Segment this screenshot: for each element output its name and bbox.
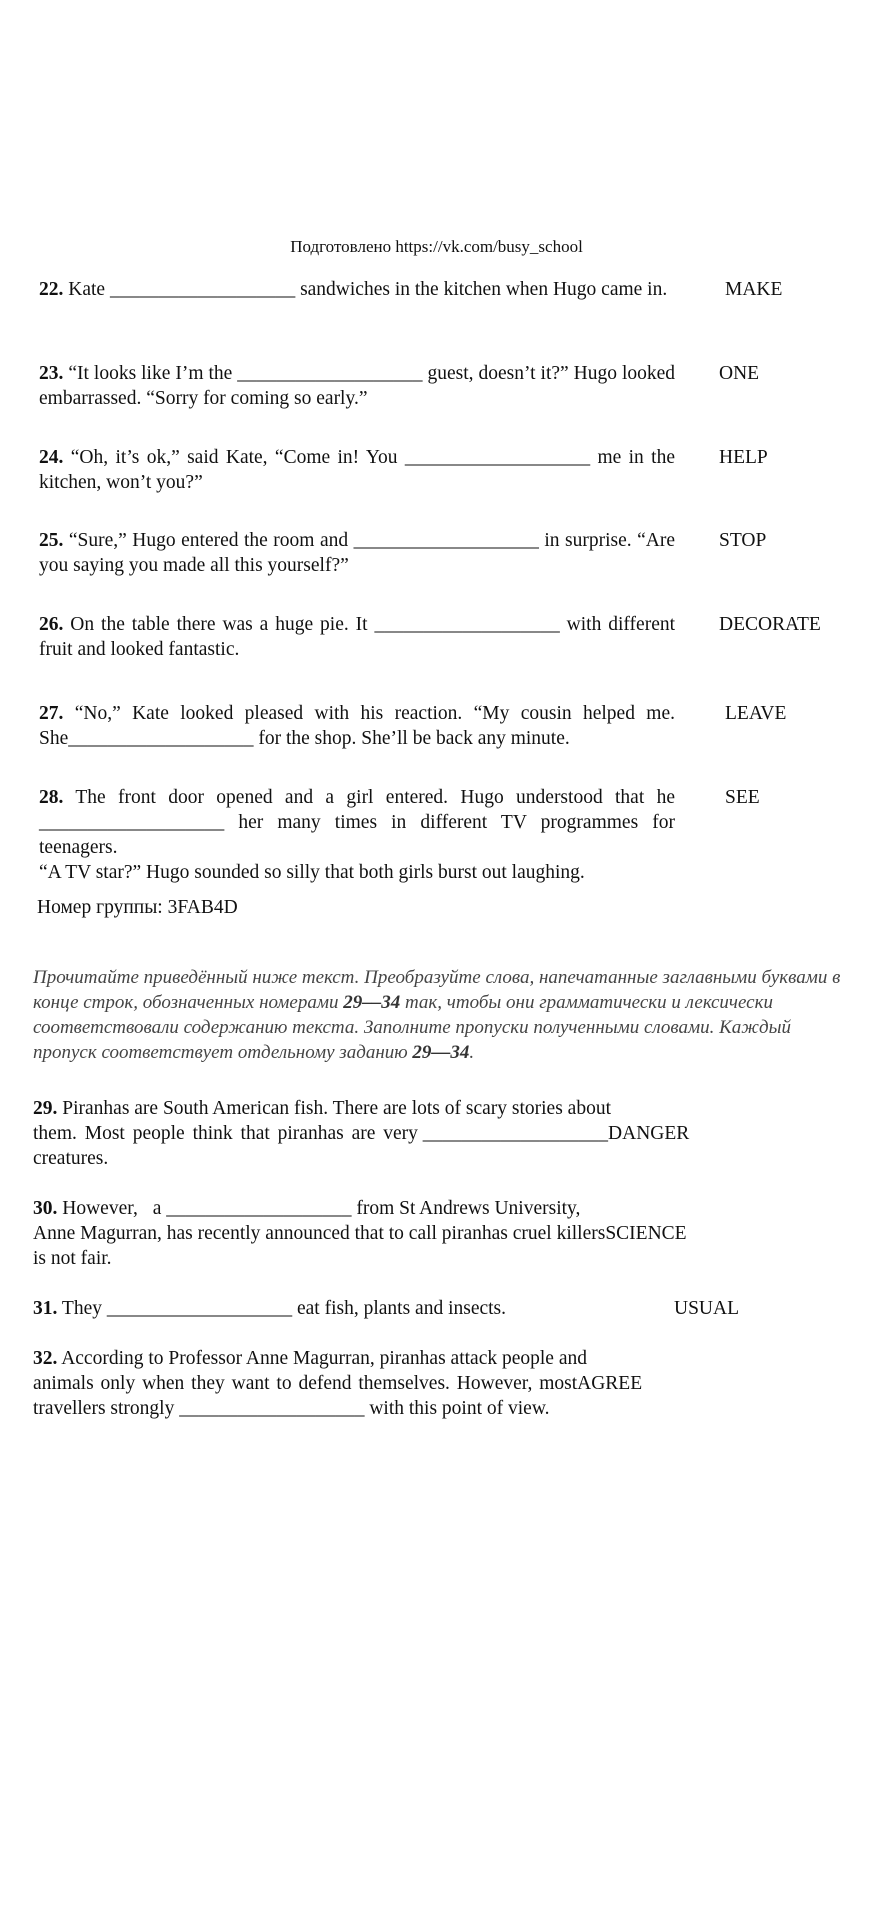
task-text: Piranhas are South American fish. There are lots of scary stories about: [62, 1098, 611, 1119]
task-text-before: “No,” Kate looked pleased with his reaction. “My cousin helped me. She: [39, 703, 676, 749]
task-text: However, a: [62, 1198, 162, 1219]
instructions-text: Прочитайте приведённый ниже текст. Преобразуйте слова, напечатанные заглавными буквами в конце строк, обозначенных номерами: [33, 967, 841, 1013]
task-text-after: sandwiches in the kitchen when Hugo came in.: [300, 279, 668, 300]
task-number: 30.: [33, 1198, 58, 1219]
answer-blank[interactable]: ___________________: [39, 812, 225, 833]
instructions-range: 29—34: [412, 1042, 470, 1063]
task-text-before: They: [61, 1298, 102, 1319]
answer-blank[interactable]: ___________________: [374, 614, 560, 635]
task-text-after: in surprise. “Are you saying you made all this yourself?”: [39, 530, 676, 576]
keyword: ONE: [719, 363, 760, 384]
task-text: creatures.: [33, 1148, 109, 1169]
task-number: 25.: [39, 530, 64, 551]
task-number: 23.: [39, 363, 64, 384]
instructions-text: так, чтобы они грамматически и лексически соответствовали содержанию текста. Заполните пропуски полученными словами. Каждый пропуск соответствует отдельному заданию: [33, 992, 791, 1063]
answer-blank[interactable]: ___________________: [109, 279, 296, 300]
keyword: STOP: [719, 530, 767, 551]
task-text: animals only when they want to defend themselves. However, most: [33, 1373, 578, 1394]
answer-blank[interactable]: ___________________: [404, 447, 591, 468]
task-number: 22.: [39, 279, 64, 300]
group-number: Номер группы: 3FAB4D: [37, 897, 238, 918]
answer-blank[interactable]: ___________________: [68, 728, 254, 749]
task-text-after: with this point of view.: [369, 1398, 550, 1419]
answer-blank[interactable]: ___________________: [422, 1123, 609, 1144]
task-text-before: The front door opened and a girl entered. Hugo understood that he: [75, 787, 675, 808]
task-text-before: “Sure,” Hugo entered the room and: [68, 530, 349, 551]
task-text: Anne Magurran, has recently announced that to call piranhas cruel killers: [33, 1223, 606, 1244]
task-text: According to Professor Anne Magurran, piranhas attack people and: [61, 1348, 587, 1369]
task-30: [33, 1196, 833, 1271]
task-text-before: On the table there was a huge pie. It: [70, 614, 368, 635]
page-header: Подготовлено https://vk.com/busy_school: [290, 237, 583, 256]
task-number: 27.: [39, 703, 64, 724]
instructions-end: .: [469, 1042, 475, 1063]
keyword: HELP: [719, 447, 768, 468]
keyword: DECORATE: [719, 614, 821, 635]
task-text-after: me in the kitchen, won’t you?”: [39, 447, 676, 493]
task-text: from St Andrews University,: [356, 1198, 581, 1219]
task-text-extra: “A TV star?” Hugo sounded so silly that both girls burst out laughing.: [39, 862, 585, 883]
task-text-after: for the shop. She’ll be back any minute.: [258, 728, 570, 749]
keyword: SCIENCE: [605, 1223, 687, 1244]
task-number: 26.: [39, 614, 64, 635]
keyword: AGREE: [577, 1373, 643, 1394]
task-number: 28.: [39, 787, 64, 808]
instructions: [33, 965, 841, 1065]
task-number: 24.: [39, 447, 64, 468]
task-29: [33, 1096, 833, 1171]
answer-blank[interactable]: ___________________: [353, 530, 539, 551]
task-text-before: “It looks like I’m the: [68, 363, 233, 384]
task-text-before: “Oh, it’s ok,” said Kate, “Come in! You: [70, 447, 398, 468]
answer-blank[interactable]: ___________________: [237, 363, 423, 384]
answer-blank[interactable]: ___________________: [166, 1198, 352, 1219]
task-text: them. Most people think that piranhas are very: [33, 1123, 418, 1144]
task-31: [33, 1296, 833, 1321]
task-32: [33, 1346, 833, 1421]
task-number: 31.: [33, 1298, 58, 1319]
task-number: 32.: [33, 1348, 58, 1369]
keyword: USUAL: [674, 1298, 740, 1319]
task-text-after: with different fruit and looked fantastic.: [39, 614, 676, 660]
keyword: DANGER: [608, 1123, 690, 1144]
keyword: LEAVE: [725, 703, 787, 724]
answer-blank[interactable]: ___________________: [106, 1298, 293, 1319]
task-text-before: travellers strongly: [33, 1398, 175, 1419]
task-text-after: her many times in different TV programmes for teenagers.: [39, 812, 675, 858]
instructions-range: 29––34: [343, 992, 401, 1013]
keyword: MAKE: [725, 279, 783, 300]
task-text: is not fair.: [33, 1248, 112, 1269]
keyword: SEE: [725, 787, 760, 808]
task-text-before: Kate: [68, 279, 106, 300]
task-text-after: eat fish, plants and insects.: [296, 1298, 507, 1319]
task-text-after: guest, doesn’t it?” Hugo looked embarrassed. “Sorry for coming so early.”: [39, 363, 676, 409]
answer-blank[interactable]: ___________________: [179, 1398, 365, 1419]
task-number: 29.: [33, 1098, 58, 1119]
